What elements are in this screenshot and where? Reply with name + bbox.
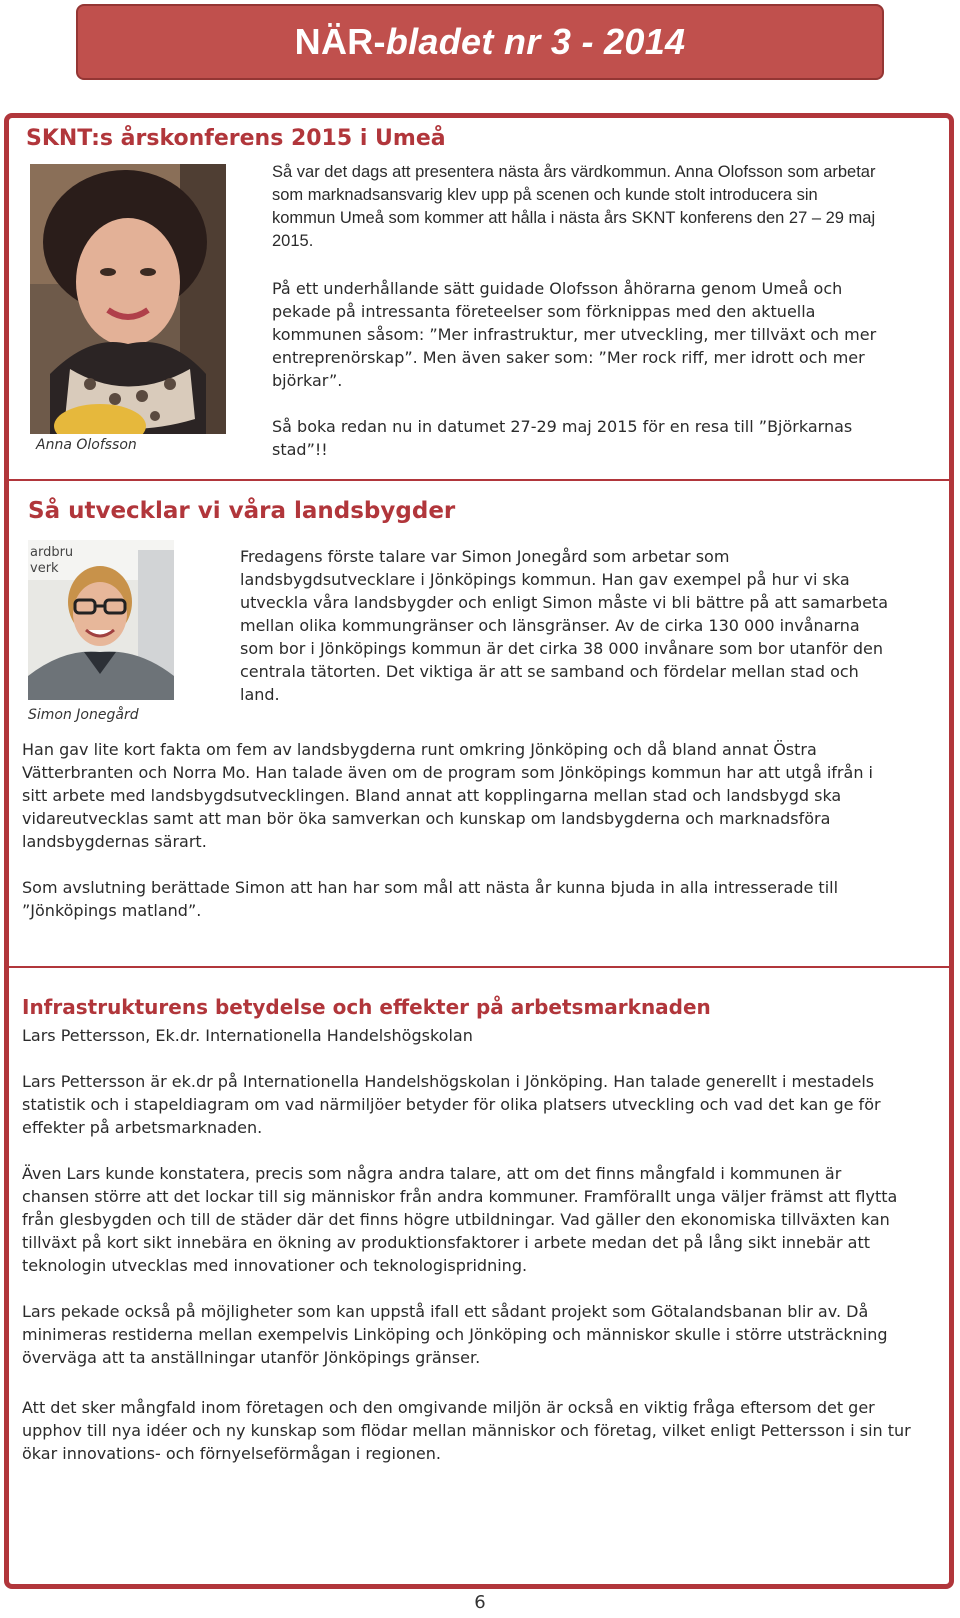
svg-text:verk: verk: [30, 561, 59, 576]
section2-paragraph-2: Han gav lite kort fakta om fem av landsbygderna runt omkring Jönköping och då bland annat Östra Vätterbranten och Norra Mo. Han talade även om de program som Jönköpings kommun har att utgå ifrån i sitt arbete med landsbygdsutvecklingen. Bland annat att kopplingarna mellan stad och landsbygd ska vidareutvecklas samt att man bör öka samverkan och kunskap om landsbygderna och marknadsföra landsbygdernas särart.: [22, 740, 873, 851]
section2-paragraph-3: Som avslutning berättade Simon att han har som mål att nästa år kunna bjuda in alla intresserade till ”Jönköpings matland”.: [22, 878, 839, 920]
page-number: 6: [474, 1592, 486, 1613]
section1-paragraph-3: Så boka redan nu in datumet 27-29 maj 2015 för en resa till ”Björkarnas stad”!!: [272, 417, 853, 459]
newsletter-title: NÄR-bladet nr 3 - 2014: [294, 21, 686, 62]
photo-caption-anna: Anna Olofsson: [36, 437, 137, 453]
section-heading-landsbygder: Så utvecklar vi våra landsbygder: [28, 498, 456, 524]
section-heading-infrastruktur: Infrastrukturens betydelse och effekter på arbetsmarknaden: [22, 995, 711, 1019]
section1-paragraph-2: På ett underhållande sätt guidade Olofsson åhörarna genom Umeå och pekade på intressanta företeelser som förknippas med den aktuella kommunen såsom: ”Mer infrastruktur, mer utveckling, mer tillväxt och mer entreprenörskap”. Men även saker som: ”Mer rock riff, mer idrott och mer björkar”.: [272, 279, 877, 390]
section3-paragraph-2: Även Lars kunde konstatera, precis som några andra talare, att om det finns mångfald i kommunen är chansen större att det lockar till sig människor från andra kommuner. Framförallt unga väljer främst att flytta från glesbygden och till de städer där det finns högre utbildningar. Vad gäller den ekonomiska tillväxten kan tillväxt på kort sikt innebära en ökning av produktionsfaktorer i arbete medan det på lång sikt innebär att teknologin utvecklas med innovationer och teknologispridning.: [22, 1164, 898, 1275]
section-divider-1: [8, 479, 950, 481]
section3-byline: Lars Pettersson, Ek.dr. Internationella Handelshögskolan: [22, 1026, 473, 1045]
section3-paragraph-1: Lars Pettersson är ek.dr på Internationella Handelshögskolan i Jönköping. Han talade generellt i mestadels statistik och i stapeldiagram om vad närmiljöer betyder för olika platsers utveckling och vad det kan ge för effekter på arbetsmarknaden.: [22, 1072, 881, 1137]
section1-paragraph-1: Så var det dags att presentera nästa års värdkommun. Anna Olofsson som arbetar som marknadsansvarig klev upp på scenen och kunde stolt introducera sin kommun Umeå som kommer att hålla i nästa års SKNT konferens den 27 – 29 maj 2015.: [272, 163, 876, 250]
photo-caption-simon: Simon Jonegård: [28, 707, 139, 723]
section-heading-umea: SKNT:s årskonferens 2015 i Umeå: [26, 126, 446, 151]
photo-anna-olofsson: [30, 164, 226, 434]
photo-sign-text: ardbru: [30, 545, 74, 560]
section-divider-2: [8, 966, 950, 968]
section2-paragraph-1: Fredagens förste talare var Simon Jonegård som arbetar som landsbygdsutvecklare i Jönköpings kommun. Han gav exempel på hur vi ska utveckla våra landsbygder och enligt Simon måste vi bli bättre på att samarbeta mellan olika kommungränser och länsgränser. Av de cirka 130 000 invånarna som bor i Jönköpings kommun är det cirka 38 000 invånare som bor utanför den centrala tätorten. Det viktiga är att se samband och fördelar mellan stad och land.: [240, 547, 888, 704]
newsletter-header: [76, 4, 884, 80]
photo-simon-jonegard: [28, 540, 174, 700]
section3-paragraph-3: Lars pekade också på möjligheter som kan uppstå ifall ett sådant projekt som Götalandsbanan blir av. Då minimeras restiderna mellan exempelvis Linköping och Jönköping och människor skulle i större utsträckning överväga att ta anställningar utanför Jönköpings gränser.: [22, 1302, 888, 1367]
section3-paragraph-4: Att det sker mångfald inom företagen och den omgivande miljön är också en viktig fråga eftersom det ger upphov till nya idéer och ny kunskap som flödar mellan människor och företag, vilket enligt Pettersson i sin tur ökar innovations- och förnyelseförmågan i regionen.: [22, 1398, 911, 1463]
